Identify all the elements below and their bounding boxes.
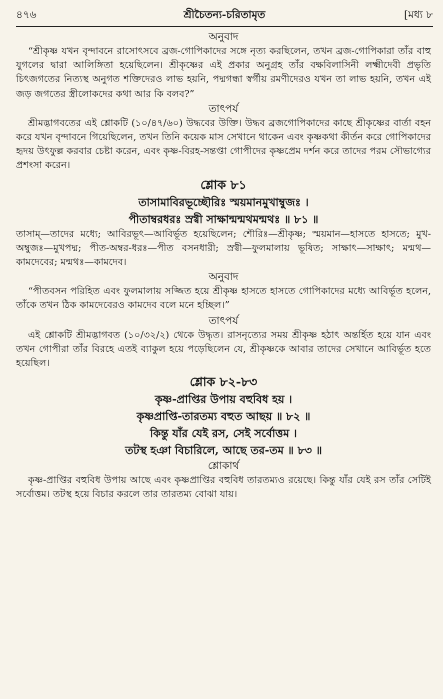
word-meaning-text: তাসাম্—তাদের মধ্যে; আবিরভূৎ—আবির্ভূত হয়েছিলেন; শৌরিঃ—শ্রীকৃষ্ণ; স্ময়মান—হাসতে হাসতে; মুখ-অম্বুজঃ—মুখপদ্ম; পীত-অম্বর-ধরঃ—পীত বসনধারী; স্রগ্বী—ফুলমালায় ভূষিত; সাক্ষাৎ—সাক্ষাৎ; মন্মথ—কামদেবের; মন্মথঃ—কামদেব। (16, 228, 431, 269)
shloka-line: তাসামাবিরভূচ্ছৌরিঃ স্ময়মানমুখাম্বুজঃ । (138, 195, 309, 209)
tatparya-text: শ্রীমদ্ভাগবতের এই শ্লোকটি (১০/৪৭/৬০) উদ্ধবের উক্তি। উদ্ধব ব্রজগোপিকাদের কাছে শ্রীকৃষ্ণের বার্তা বহন করে যখন বৃন্দাবনে গিয়েছিলেন, তখন তিনি কয়েক মাস সেখানে থাকেন এবং কৃষ্ণকথা কীর্তন করে গোপিকাদের হৃদয় উৎফুল্ল করবার চেষ্টা করেন, এবং কৃষ্ণ-বিরহ-সন্তপ্তা গোপীদের কৃষ্ণপ্রেম দর্শন করে তাদের পরম সৌভাগ্যের প্রশংসা করেন। (16, 117, 431, 172)
tatparya-heading: তাৎপর্য (208, 314, 239, 327)
page-number: ৪৭৬ (16, 9, 37, 21)
shloka-number: শ্লোক ৮১ (200, 176, 247, 192)
shloka-line: পীতাম্বরধরঃ স্রগ্বী সাক্ষান্মন্মথমন্মথঃ ॥ ৮১ ॥ (128, 212, 319, 226)
tatparya-heading: তাৎপর্য (208, 102, 239, 115)
anuvad-heading: অনুবাদ (208, 31, 239, 43)
running-title: শ্রীচৈতন্য-চরিতামৃত (183, 9, 266, 21)
shloka-line: কৃষ্ণপ্রাপ্তি-তারতম্য বহুত আছয় ॥ ৮২ ॥ (136, 410, 311, 424)
shloka-line: কিন্তু যাঁর যেই রস, সেই সর্বোত্তম । (149, 427, 297, 441)
anuvad-heading: অনুবাদ (208, 271, 239, 284)
anuvad-text: “শ্রীকৃষ্ণ যখন বৃন্দাবনে রাসোৎসবে ব্রজ-গোপিকাদের সঙ্গে নৃত্য করছিলেন, তখন ব্রজ-গোপিকারা তাঁর বাহু যুগলের দ্বারা আলিঙ্গিতা হয়েছিলেন। শ্রীকৃষ্ণের এই প্রকার অনুগ্রহ তাঁর বক্ষবিলাসিনী লক্ষ্মীদেবী প্রভৃতি চিৎজগতের নিত্যস্থ অনুগত শক্তিদেরও লাভ হয়নি, পদ্মগন্ধা স্বর্গীয় রমণীদেরও যখন তা লাভ হয়নি, তখন এই জড় জগতের স্ত্রীলোকদের কথা আর কি বলব?” (16, 46, 431, 100)
shloka-line: কৃষ্ণ-প্রাপ্তির উপায় বহুবিধ হয় । (154, 393, 293, 407)
tatparya-text: এই শ্লোকটি শ্রীমদ্ভাগবত (১০/৩২/২) থেকে উদ্ধৃত। রাসনৃত্যের সময় শ্রীকৃষ্ণ হঠাৎ অন্তর্হিত হয়ে যান এবং তখন গোপীরা তাঁর বিরহে এতই ব্যাকুল হয়ে পড়েছিলেন যে, শ্রীকৃষ্ণকে আবার তাদের সেখানে আবির্ভূত হতে হয়েছিল। (16, 329, 431, 370)
shlokartha-heading: শ্লোকার্থ (207, 460, 240, 473)
page-header (16, 6, 433, 27)
anuvad-text: “পীতবসন পরিহিত এবং ফুলমালায় সজ্জিত হয়ে শ্রীকৃষ্ণ হাসতে হাসতে গোপিকাদের মধ্যে আবির্ভূত হলেন, তাঁকে তখন ঠিক কামদেবেরও কামদেব বলে মনে হচ্ছিল।” (16, 286, 431, 312)
shloka-number: শ্লোক ৮২-৮৩ (189, 374, 258, 390)
section-marker: [মধ্য ৮ (403, 9, 433, 21)
shlokartha-text: কৃষ্ণ-প্রাপ্তির বহুবিধ উপায় আছে এবং কৃষ্ণপ্রাপ্তির বহুবিধ তারতম্যও রয়েছে। কিন্তু যাঁর যেই রস তাঁর সেটিই সর্বোত্তম। তটস্থ হয়ে বিচার করলে তার তারতম্য বোঝা যায়। (16, 475, 431, 501)
page-content (16, 30, 431, 503)
shloka-line: তটস্থ হঞা বিচারিলে, আছে তর-তম ॥ ৮৩ ॥ (125, 444, 322, 458)
